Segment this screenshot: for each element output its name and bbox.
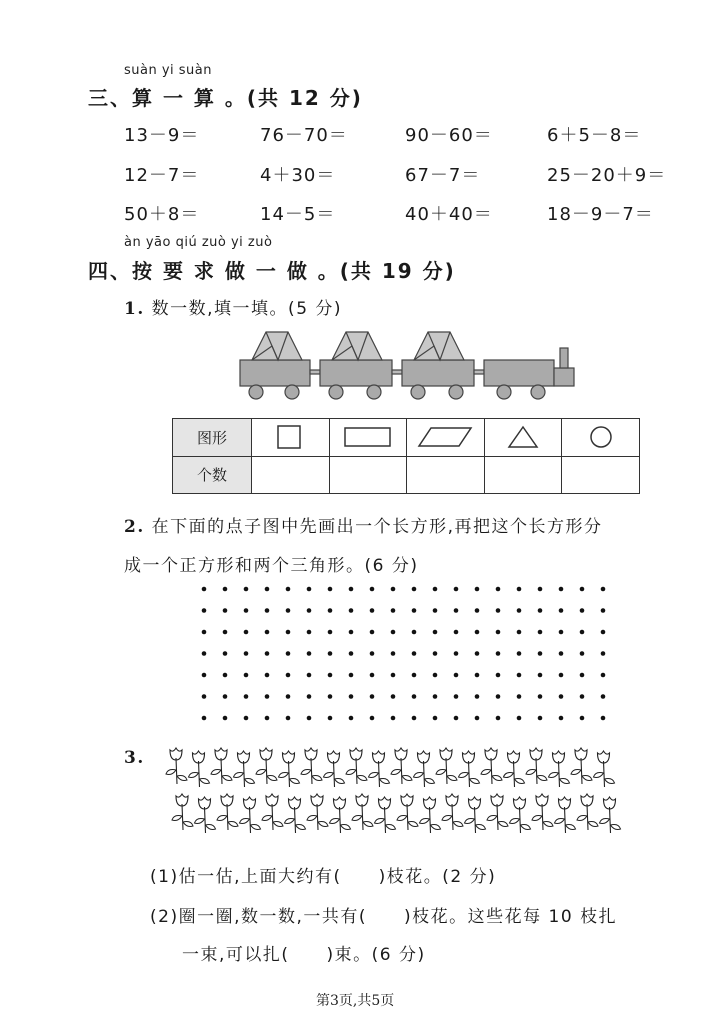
flower-icon: [285, 797, 306, 833]
grid-dot[interactable]: [370, 630, 375, 635]
equation: 6＋5－8＝: [547, 125, 642, 146]
q3-part2-line2: 一束,可以扎( )束。(6 分): [182, 945, 426, 965]
grid-dot[interactable]: [538, 587, 543, 592]
grid-dot[interactable]: [370, 694, 375, 699]
parallelogram-icon: [417, 425, 473, 449]
grid-dot[interactable]: [244, 716, 249, 721]
count-input-cell[interactable]: [329, 456, 407, 494]
grid-dot[interactable]: [601, 673, 606, 678]
grid-dot[interactable]: [559, 694, 564, 699]
grid-dot[interactable]: [391, 673, 396, 678]
rectangle-icon: [343, 425, 393, 449]
train-car: [402, 332, 474, 399]
grid-dot[interactable]: [391, 716, 396, 721]
flower-icon: [391, 748, 412, 784]
flower-icon: [459, 751, 480, 787]
grid-dot[interactable]: [370, 651, 375, 656]
flower-icon: [352, 794, 373, 830]
grid-dot[interactable]: [349, 651, 354, 656]
grid-dot[interactable]: [412, 673, 417, 678]
grid-dot[interactable]: [223, 630, 228, 635]
flower-icon: [307, 794, 328, 830]
grid-dot[interactable]: [433, 651, 438, 656]
grid-dot[interactable]: [433, 608, 438, 613]
flower-icon: [510, 797, 531, 833]
grid-dot[interactable]: [202, 673, 207, 678]
grid-dot[interactable]: [202, 630, 207, 635]
shape-triangle-cell: [484, 419, 562, 457]
grid-dot[interactable]: [244, 587, 249, 592]
grid-dot[interactable]: [307, 694, 312, 699]
grid-dot[interactable]: [202, 716, 207, 721]
equation: 40＋40＝: [405, 204, 493, 225]
grid-dot[interactable]: [223, 694, 228, 699]
grid-dot[interactable]: [286, 608, 291, 613]
grid-dot[interactable]: [307, 651, 312, 656]
grid-dot[interactable]: [538, 673, 543, 678]
train-illustration: [238, 328, 578, 404]
grid-dot[interactable]: [454, 608, 459, 613]
grid-dot[interactable]: [412, 694, 417, 699]
grid-dot[interactable]: [391, 587, 396, 592]
grid-dot[interactable]: [223, 651, 228, 656]
grid-dot[interactable]: [265, 694, 270, 699]
grid-dot[interactable]: [601, 716, 606, 721]
flower-icon: [195, 797, 216, 833]
flower-icon: [577, 794, 598, 830]
grid-dot[interactable]: [517, 673, 522, 678]
row-label-count: 个数: [173, 456, 252, 494]
grid-dot[interactable]: [202, 608, 207, 613]
grid-dot[interactable]: [433, 587, 438, 592]
grid-dot[interactable]: [475, 651, 480, 656]
count-input-cell[interactable]: [484, 456, 562, 494]
grid-dot[interactable]: [349, 587, 354, 592]
grid-dot[interactable]: [517, 608, 522, 613]
section3-pinyin: suàn yi suàn: [124, 63, 213, 78]
grid-dot[interactable]: [454, 694, 459, 699]
grid-dot[interactable]: [538, 608, 543, 613]
grid-dot[interactable]: [286, 673, 291, 678]
q3-number: 3.: [124, 748, 145, 768]
grid-dot[interactable]: [223, 587, 228, 592]
flower-icon: [172, 794, 193, 830]
grid-dot[interactable]: [580, 587, 585, 592]
flowers-illustration: [162, 742, 622, 842]
grid-dot[interactable]: [496, 694, 501, 699]
grid-dot[interactable]: [433, 673, 438, 678]
flower-icon: [571, 748, 592, 784]
grid-dot[interactable]: [244, 630, 249, 635]
flower-icon: [465, 797, 486, 833]
grid-dot[interactable]: [328, 651, 333, 656]
grid-dot[interactable]: [391, 608, 396, 613]
grid-dot[interactable]: [349, 694, 354, 699]
grid-dot[interactable]: [475, 608, 480, 613]
q2-text-2: 成一个正方形和两个三角形。(6 分): [124, 556, 419, 576]
grid-dot[interactable]: [286, 587, 291, 592]
grid-dot[interactable]: [265, 673, 270, 678]
q2-text-1: 在下面的点子图中先画出一个长方形,再把这个长方形分: [151, 517, 603, 537]
q1-number: 1.: [124, 299, 145, 319]
grid-dot[interactable]: [475, 673, 480, 678]
grid-dot[interactable]: [538, 694, 543, 699]
grid-dot[interactable]: [454, 587, 459, 592]
grid-dot[interactable]: [328, 716, 333, 721]
grid-dot[interactable]: [307, 716, 312, 721]
grid-dot[interactable]: [265, 608, 270, 613]
grid-dot[interactable]: [391, 694, 396, 699]
grid-dot[interactable]: [496, 716, 501, 721]
grid-dot[interactable]: [496, 630, 501, 635]
triangle-icon: [507, 424, 539, 450]
flower-icon: [369, 751, 390, 787]
grid-dot[interactable]: [496, 673, 501, 678]
grid-dot[interactable]: [412, 608, 417, 613]
grid-dot[interactable]: [328, 673, 333, 678]
grid-dot[interactable]: [202, 694, 207, 699]
grid-dot[interactable]: [475, 630, 480, 635]
grid-dot[interactable]: [517, 587, 522, 592]
grid-dot[interactable]: [601, 651, 606, 656]
grid-dot[interactable]: [580, 608, 585, 613]
q1-text: 数一数,填一填。(5 分): [151, 299, 343, 319]
flower-icon: [555, 797, 576, 833]
grid-dot[interactable]: [580, 673, 585, 678]
grid-dot[interactable]: [517, 716, 522, 721]
grid-dot[interactable]: [370, 716, 375, 721]
equation: 50＋8＝: [124, 204, 200, 225]
equation: 18－9－7＝: [547, 204, 654, 225]
flower-icon: [279, 751, 300, 787]
equation: 25－20＋9＝: [547, 165, 667, 186]
grid-dot[interactable]: [412, 630, 417, 635]
grid-dot[interactable]: [328, 608, 333, 613]
shape-count-table: [172, 418, 640, 494]
grid-dot[interactable]: [580, 716, 585, 721]
flower-icon: [549, 751, 570, 787]
grid-dot[interactable]: [538, 651, 543, 656]
grid-dot[interactable]: [517, 651, 522, 656]
grid-dot[interactable]: [538, 716, 543, 721]
grid-dot[interactable]: [223, 716, 228, 721]
q3-part1: (1)估一估,上面大约有( )枝花。(2 分): [150, 867, 497, 887]
q2-number: 2.: [124, 517, 145, 537]
grid-dot[interactable]: [559, 630, 564, 635]
equation: 12－7＝: [124, 165, 200, 186]
flower-icon: [234, 751, 255, 787]
grid-dot[interactable]: [559, 651, 564, 656]
train-car: [240, 332, 310, 399]
grid-dot[interactable]: [307, 608, 312, 613]
q2-line1: [124, 512, 603, 537]
q3-part2-line1: (2)圈一圈,数一数,一共有( )枝花。这些花每 10 枝扎: [150, 907, 618, 927]
flower-icon: [481, 748, 502, 784]
flower-icon: [256, 748, 277, 784]
grid-dot[interactable]: [307, 587, 312, 592]
grid-dot[interactable]: [601, 630, 606, 635]
flower-icon: [301, 748, 322, 784]
grid-dot[interactable]: [496, 587, 501, 592]
section4-title: 四、按 要 求 做 一 做 。(共 19 分): [88, 259, 456, 283]
grid-dot[interactable]: [349, 630, 354, 635]
flower-icon: [420, 797, 441, 833]
flower-icon: [330, 797, 351, 833]
grid-dot[interactable]: [328, 587, 333, 592]
flower-icon: [240, 797, 261, 833]
grid-dot[interactable]: [307, 673, 312, 678]
grid-dot[interactable]: [559, 587, 564, 592]
row-label-shape: 图形: [173, 419, 252, 457]
grid-dot[interactable]: [286, 694, 291, 699]
grid-dot[interactable]: [559, 716, 564, 721]
grid-dot[interactable]: [454, 630, 459, 635]
q1: [124, 294, 342, 319]
grid-dot[interactable]: [223, 673, 228, 678]
circle-icon: [588, 424, 614, 450]
grid-dot[interactable]: [286, 716, 291, 721]
grid-dot[interactable]: [538, 630, 543, 635]
grid-dot[interactable]: [601, 694, 606, 699]
count-input-cell[interactable]: [252, 456, 330, 494]
grid-dot[interactable]: [391, 630, 396, 635]
grid-dot[interactable]: [580, 694, 585, 699]
grid-dot[interactable]: [202, 587, 207, 592]
grid-dot[interactable]: [244, 651, 249, 656]
train-car: [320, 332, 392, 399]
flower-icon: [217, 794, 238, 830]
flower-icon: [324, 751, 345, 787]
flower-icon: [594, 751, 615, 787]
grid-dot[interactable]: [328, 630, 333, 635]
equation: 67－7＝: [405, 165, 481, 186]
grid-dot[interactable]: [580, 630, 585, 635]
grid-dot[interactable]: [454, 673, 459, 678]
grid-dot[interactable]: [370, 673, 375, 678]
equation: 90－60＝: [405, 125, 493, 146]
shape-square-cell: [252, 419, 330, 457]
flower-icon: [262, 794, 283, 830]
count-input-cell[interactable]: [562, 456, 640, 494]
grid-dot[interactable]: [223, 608, 228, 613]
grid-dot[interactable]: [244, 608, 249, 613]
grid-dot[interactable]: [433, 694, 438, 699]
grid-dot[interactable]: [202, 651, 207, 656]
shape-rectangle-cell: [329, 419, 407, 457]
grid-dot[interactable]: [412, 587, 417, 592]
grid-dot[interactable]: [286, 651, 291, 656]
flower-icon: [504, 751, 525, 787]
square-icon: [276, 424, 304, 450]
flower-icon: [532, 794, 553, 830]
flower-icon: [487, 794, 508, 830]
grid-dot[interactable]: [559, 608, 564, 613]
grid-dot[interactable]: [265, 587, 270, 592]
section4-pinyin: àn yāo qiú zuò yi zuò: [124, 235, 273, 250]
grid-dot[interactable]: [580, 651, 585, 656]
flower-icon: [375, 797, 396, 833]
flower-icon: [442, 794, 463, 830]
grid-dot[interactable]: [433, 630, 438, 635]
grid-dot[interactable]: [265, 630, 270, 635]
grid-dot[interactable]: [349, 608, 354, 613]
grid-dot[interactable]: [496, 608, 501, 613]
dot-grid[interactable]: [196, 580, 616, 730]
flower-icon: [397, 794, 418, 830]
equation: 13－9＝: [124, 125, 200, 146]
flower-icon: [189, 751, 210, 787]
shape-parallelogram-cell: [407, 419, 485, 457]
equation: 76－70＝: [260, 125, 348, 146]
grid-dot[interactable]: [286, 630, 291, 635]
grid-dot[interactable]: [328, 694, 333, 699]
grid-dot[interactable]: [601, 587, 606, 592]
count-input-cell[interactable]: [407, 456, 485, 494]
grid-dot[interactable]: [244, 673, 249, 678]
grid-dot[interactable]: [370, 608, 375, 613]
grid-dot[interactable]: [454, 716, 459, 721]
grid-dot[interactable]: [496, 651, 501, 656]
grid-dot[interactable]: [412, 716, 417, 721]
grid-dot[interactable]: [349, 673, 354, 678]
grid-dot[interactable]: [517, 630, 522, 635]
flower-icon: [346, 748, 367, 784]
grid-dot[interactable]: [265, 651, 270, 656]
grid-dot[interactable]: [412, 651, 417, 656]
flower-icon: [600, 797, 621, 833]
grid-dot[interactable]: [517, 694, 522, 699]
flower-icon: [526, 748, 547, 784]
equation: 14－5＝: [260, 204, 336, 225]
flower-icon: [436, 748, 457, 784]
grid-dot[interactable]: [349, 716, 354, 721]
grid-dot[interactable]: [433, 716, 438, 721]
shape-circle-cell: [562, 419, 640, 457]
equation: 4＋30＝: [260, 165, 336, 186]
grid-dot[interactable]: [475, 694, 480, 699]
flower-icon: [166, 748, 187, 784]
page-number: 第3页,共5页: [316, 993, 395, 1009]
grid-dot[interactable]: [475, 716, 480, 721]
grid-dot[interactable]: [307, 630, 312, 635]
grid-dot[interactable]: [475, 587, 480, 592]
grid-dot[interactable]: [265, 716, 270, 721]
grid-dot[interactable]: [391, 651, 396, 656]
section3-title: 三、算 一 算 。(共 12 分): [88, 86, 363, 110]
grid-dot[interactable]: [244, 694, 249, 699]
grid-dot[interactable]: [601, 608, 606, 613]
grid-dot[interactable]: [370, 587, 375, 592]
grid-dot[interactable]: [454, 651, 459, 656]
flower-icon: [414, 751, 435, 787]
flower-icon: [211, 748, 232, 784]
train-engine: [484, 348, 574, 399]
grid-dot[interactable]: [559, 673, 564, 678]
